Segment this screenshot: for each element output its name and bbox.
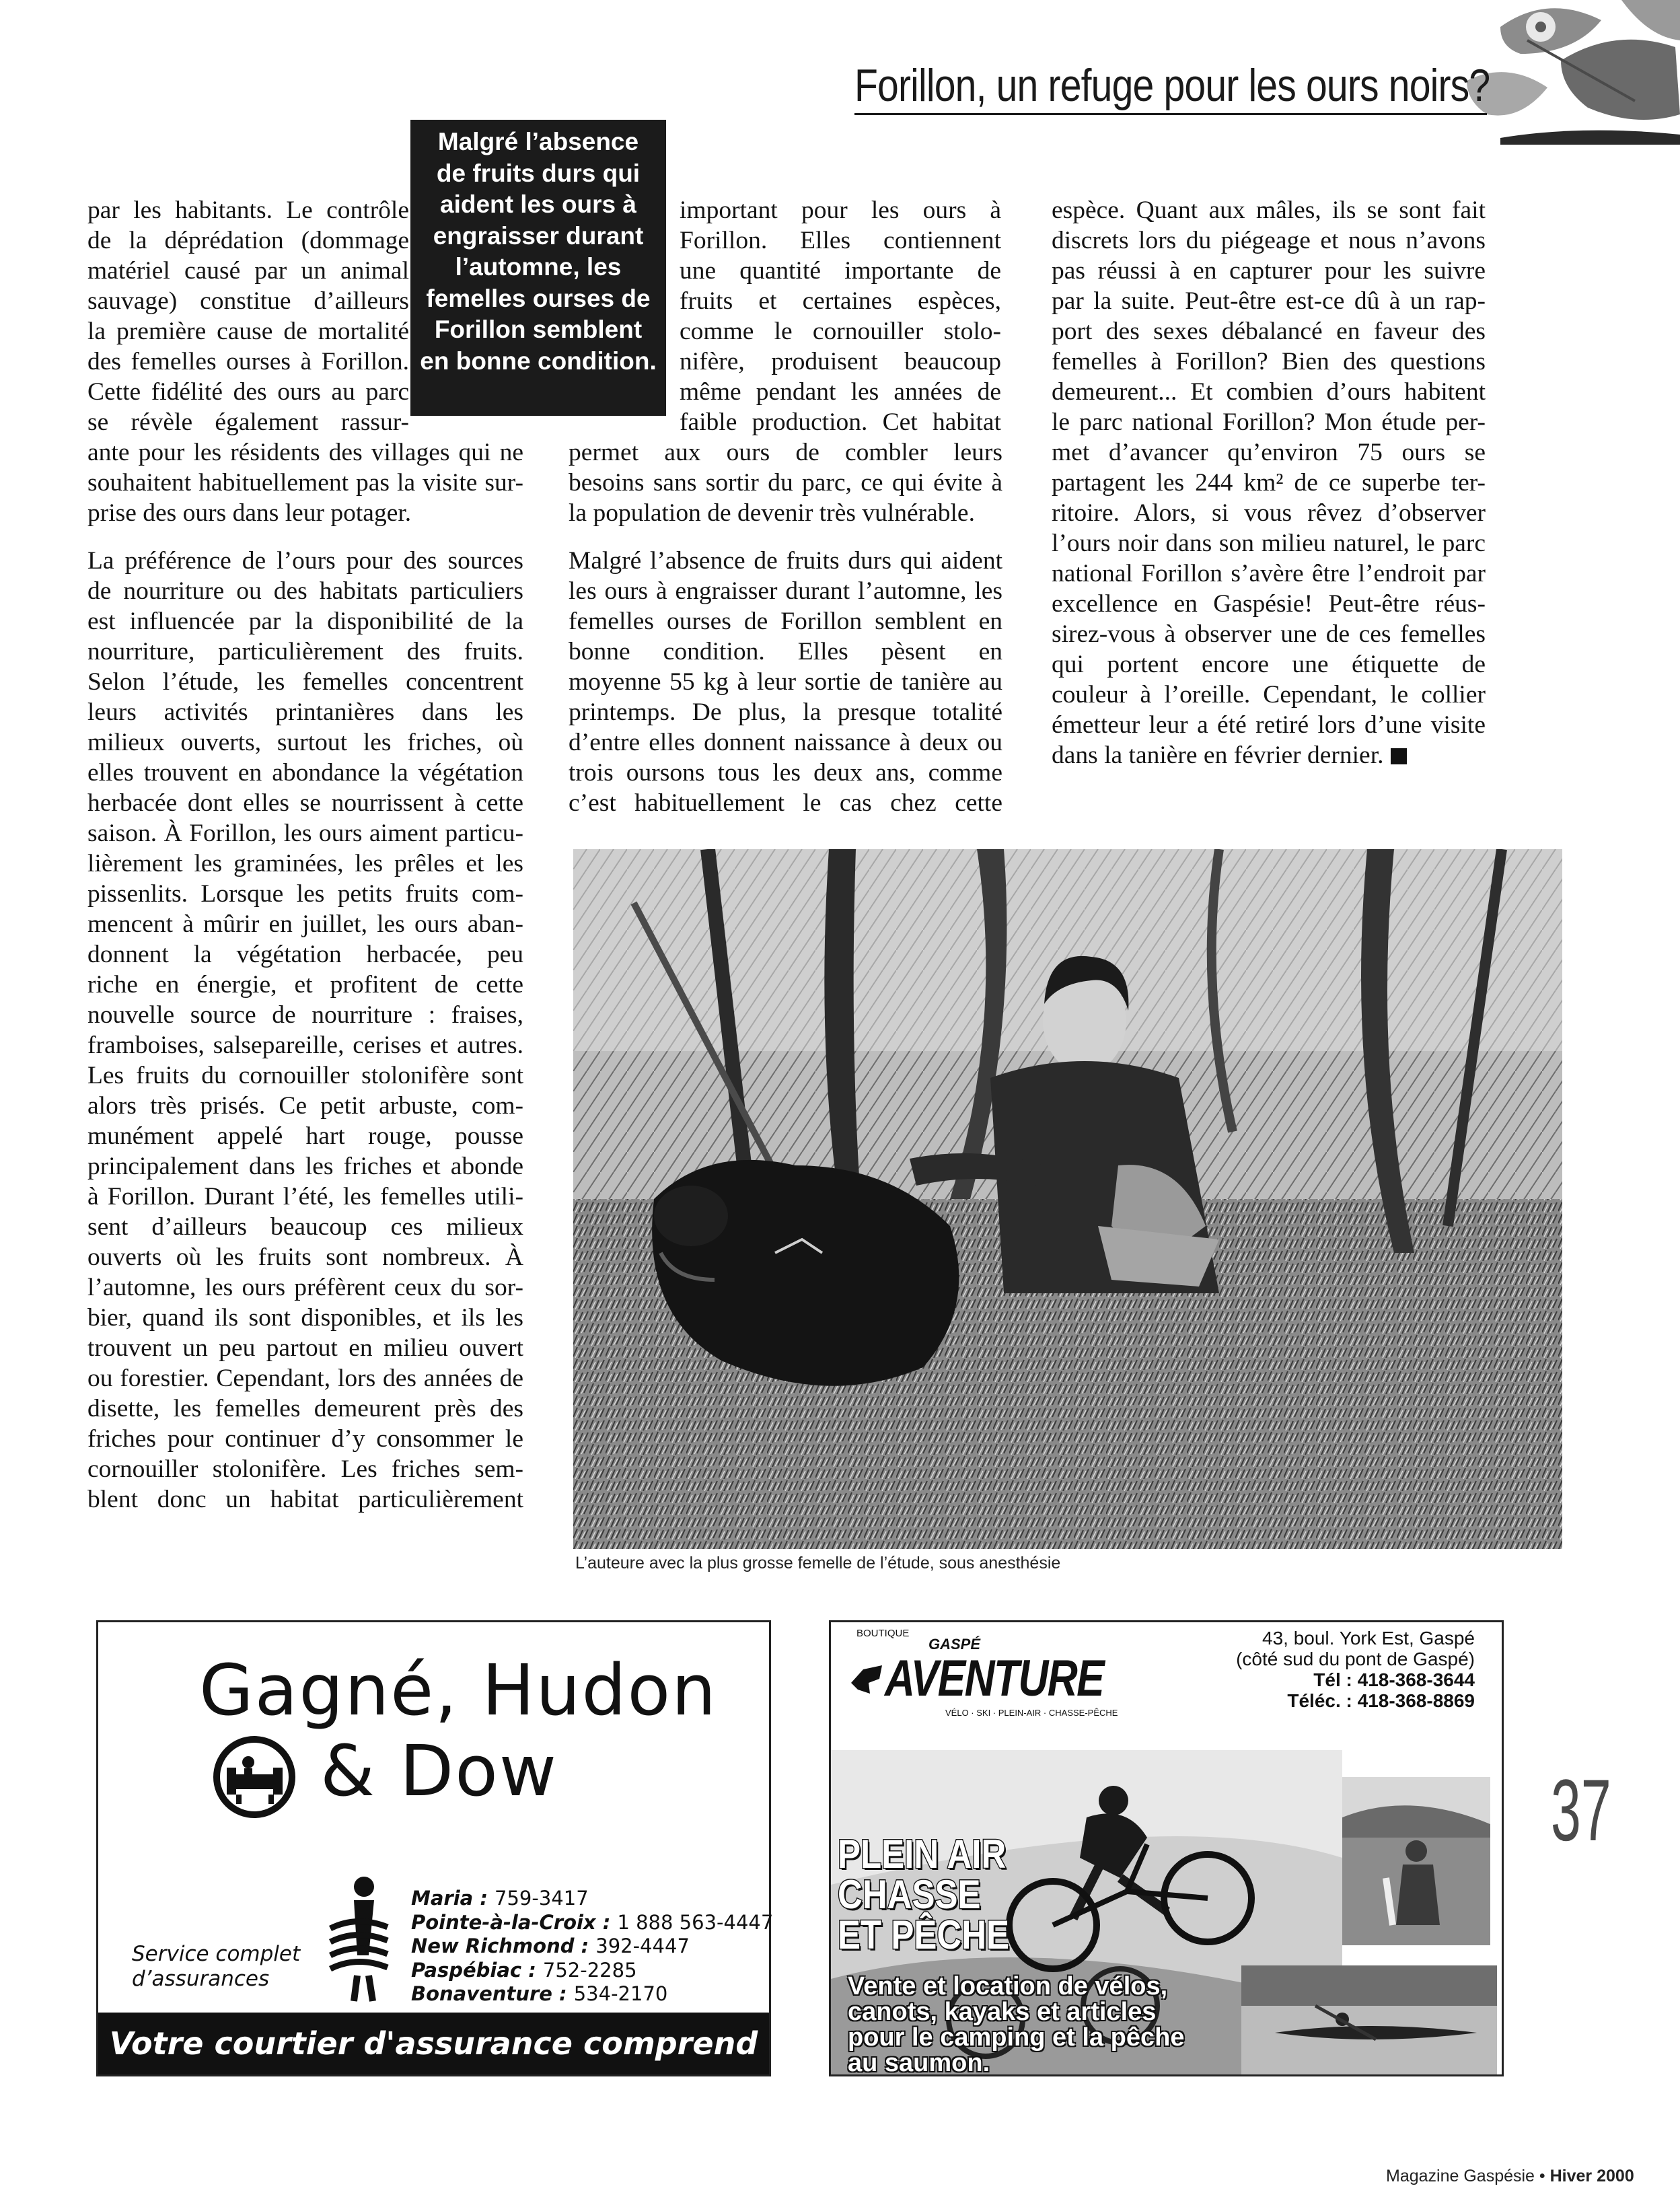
article-line: se révèle également rassur- <box>87 408 409 436</box>
article-line: l’ours noir dans son milieu naturel, le parc <box>1052 530 1486 557</box>
col1-paragraph-2 <box>87 546 523 1515</box>
article-line: Cette fidélité des ours au parc <box>87 378 409 406</box>
pull-quote-box <box>410 120 666 416</box>
store-address-note: (côté sud du pont de Gaspé) <box>1236 1649 1475 1669</box>
phone-number: 418-368-3644 <box>1357 1669 1475 1690</box>
ad-offer-line: au saumon. <box>848 2049 990 2076</box>
fax-label: Téléc. : <box>1287 1690 1352 1711</box>
ad-brand-line-1: Gagné, Hudon <box>199 1649 718 1731</box>
article-line: ouverts où les fruits sont nombreux. À <box>87 1243 523 1271</box>
store-fax <box>1236 1690 1475 1711</box>
article-line: Malgré l’absence de fruits durs qui aident <box>569 547 1002 575</box>
branch-phone-row <box>411 1911 773 1935</box>
ad-offer-line: canots, kayaks et articles <box>848 1998 1157 2026</box>
ad-headline-line: ET PÊCHE <box>838 1912 1010 1957</box>
insurance-banner: Votre courtier d'assurance comprend <box>98 2013 769 2074</box>
gaspe-aventure-ad <box>829 1620 1504 2076</box>
article-line: comme le cornouiller stolo- <box>680 318 1001 345</box>
brand-big: AVENTURE <box>885 1650 1104 1707</box>
article-line: friches pour continuer d’y consommer le <box>87 1425 523 1453</box>
sofa-logo-icon <box>209 1735 300 1819</box>
article-line: par les habitants. Le contrôle <box>87 196 409 224</box>
article-line: herbacée dont elles se nourrissent à cette <box>87 789 523 817</box>
article-line: fruits et certaines espèces, <box>680 287 1001 315</box>
header-rule <box>854 113 1487 115</box>
article-line: prise des ours dans leur potager. <box>87 499 412 527</box>
article-line: le parc national Forillon? Mon étude per- <box>1052 408 1486 436</box>
article-line: excellence en Gaspésie! Peut-être réus- <box>1052 590 1486 618</box>
article-line: ante pour les résidents des villages qui ne <box>87 439 523 466</box>
running-header-title: Forillon, un refuge pour les ours noirs? <box>854 60 1490 111</box>
article-line: couleur à l’oreille. Cependant, le collier <box>1052 681 1486 709</box>
branch-phone-row <box>411 1959 773 1983</box>
ad-offer-line: Vente et location de vélos, <box>848 1972 1168 2000</box>
branch-phone: 392-4447 <box>595 1934 690 1957</box>
article-line: par la suite. Peut-être est-ce dû à un rap- <box>1052 287 1486 315</box>
article-line: disette, les femelles demeurent près des <box>87 1395 523 1422</box>
pull-quote-line: l’automne, les <box>455 253 622 281</box>
article-line: ritoire. Alors, si vous rêvez d’observer <box>1052 499 1486 527</box>
article-line: blent donc un habitat particulièrement <box>87 1486 523 1513</box>
article-line: même pendant les années de <box>680 378 1001 406</box>
store-phone <box>1236 1669 1475 1690</box>
article-line: discrets lors du piégeage et nous n’avons <box>1052 227 1486 254</box>
article-line: de nourriture ou des habitats particuliers <box>87 577 523 605</box>
branch-name: New Richmond : <box>411 1934 596 1957</box>
article-line: port des sexes débalancé en faveur des <box>1052 318 1486 345</box>
article-line: bonne condition. Elles pèsent en <box>569 638 1002 665</box>
branch-name: Bonaventure : <box>411 1982 574 2005</box>
article-line: est influencée par la disponibilité de la <box>87 608 523 635</box>
article-line: Selon l’étude, les femelles concentrent <box>87 668 523 696</box>
article-line: les ours à engraisser durant l’automne, les <box>569 577 1002 605</box>
article-line: nourriture, particulièrement des fruits. <box>87 638 523 665</box>
service-line-2: d’assurances <box>132 1967 270 1991</box>
boutique-label: BOUTIQUE <box>856 1628 910 1639</box>
article-line: sauvage) constitue d’ailleurs <box>87 287 409 315</box>
article-line: nouvelle source de nourriture : fraises, <box>87 1001 523 1029</box>
article-line: l’automne, les ours préfèrent ceux du sor- <box>87 1274 523 1301</box>
page-number: 37 <box>1551 1761 1611 1859</box>
article-line: nifère, produisent beaucoup <box>680 348 1001 375</box>
col1-paragraph-1-continued <box>87 437 523 528</box>
article-line: principalement dans les friches et abonde <box>87 1153 523 1180</box>
article-line: une quantité importante de <box>680 257 1001 285</box>
article-line: permet aux ours de combler leurs <box>569 439 1002 466</box>
branch-name: Paspébiac : <box>411 1958 543 1982</box>
branch-phone: 534-2170 <box>573 1982 668 2005</box>
phone-label: Tél : <box>1313 1669 1352 1690</box>
article-line: framboises, salsepareille, cerises et autres. <box>87 1032 523 1059</box>
branch-phone-row <box>411 1982 773 2006</box>
article-line: trouvent un peu partout en milieu ouvert <box>87 1334 523 1362</box>
col2-paragraph-2 <box>569 546 1002 818</box>
article-column-2 <box>680 195 1001 437</box>
article-line: lièrement les graminées, les prêles et les <box>87 850 523 877</box>
page-footer <box>1386 2167 1634 2186</box>
article-line: Forillon. Elles contiennent <box>680 227 1001 254</box>
footer-issue: Hiver 2000 <box>1549 2167 1634 2185</box>
article-line: pissenlits. Lorsque les petits fruits com- <box>87 880 523 908</box>
article-line: leurs activités printanières dans les <box>87 698 523 726</box>
article-line: sirez-vous à observer une de ces femelles <box>1052 620 1486 648</box>
insurance-ad <box>96 1620 774 2076</box>
article-line: mencent à mûrir en juillet, les ours aban- <box>87 910 523 938</box>
article-line: trois oursons tous les deux ans, comme <box>569 759 1002 787</box>
article-line: matériel causé par un animal <box>87 257 409 285</box>
article-column-1-lower <box>87 437 523 1527</box>
fax-number: 418-368-8869 <box>1357 1690 1475 1711</box>
article-line: munément appelé hart rouge, pousse <box>87 1122 523 1150</box>
pull-quote-line: Forillon semblent <box>434 316 643 343</box>
person-wrap-icon <box>327 1875 391 2002</box>
article-line: important pour les ours à <box>680 196 1001 224</box>
article-line: dans la tanière en février dernier. <box>1052 740 1486 770</box>
article-line: national Forillon s’avère être l’endroit par <box>1052 560 1486 587</box>
store-contact <box>1236 1628 1475 1711</box>
article-line: met d’avancer qu’environ 75 ours se <box>1052 439 1486 466</box>
branch-phone: 1 888 563-4447 <box>617 1910 774 1934</box>
article-line: pas réussi à en capturer pour les suivre <box>1052 257 1486 285</box>
article-line: printemps. De plus, la presque totalité <box>569 698 1002 726</box>
article-line: bier, quand ils sont disponibles, et ils les <box>87 1304 523 1332</box>
article-line: la population de devenir très vulnérable. <box>569 499 975 527</box>
branch-phone-row <box>411 1934 773 1959</box>
ad-offer <box>848 1974 1184 2076</box>
brand-small: GASPÉ <box>928 1636 981 1653</box>
pull-quote-line: Malgré l’absence <box>437 128 639 155</box>
article-line: riche en énergie, et profitent de cette <box>87 971 523 999</box>
ad-headline-line: CHASSE <box>838 1872 981 1917</box>
article-line: qui portent encore une étiquette de <box>1052 651 1486 678</box>
decorative-leaves-image <box>1460 0 1680 145</box>
article-line: c’est habituellement le cas chez cette <box>569 789 1002 817</box>
article-column-2-lower <box>569 437 1002 830</box>
article-line: saison. À Forillon, les ours aiment particu- <box>87 820 523 847</box>
service-line-1: Service complet <box>132 1942 301 1966</box>
pull-quote-line: de fruits durs qui <box>436 159 641 187</box>
article-line: souhaitent habituellement pas la visite sur- <box>87 469 523 497</box>
article-line: Les fruits du cornouiller stolonifère sont <box>87 1062 523 1089</box>
article-line: donnent la végétation herbacée, peu <box>87 941 523 968</box>
article-line: émetteur leur a été retiré lors d’une visite <box>1052 711 1486 739</box>
gaspe-map-logo-icon <box>850 1663 883 1696</box>
article-line: espèce. Quant aux mâles, ils se sont fait <box>1052 196 1486 224</box>
end-of-article-mark <box>1391 748 1407 764</box>
article-line: moyenne 55 kg à leur sortie de tanière au <box>569 668 1002 696</box>
article-line: demeurent... Et combien d’ours habitent <box>1052 378 1486 406</box>
article-line: de la déprédation (dommage <box>87 227 409 254</box>
article-line: partagent les 244 km² de ce superbe ter- <box>1052 469 1486 497</box>
pull-quote-line: engraisser durant <box>433 221 644 250</box>
article-line: alors très prisés. Ce petit arbuste, com- <box>87 1092 523 1120</box>
branch-name: Pointe-à-la-Croix : <box>411 1910 618 1934</box>
article-line: des femelles ourses à Forillon. <box>87 348 409 375</box>
article-line: la première cause de mortalité <box>87 318 409 345</box>
pull-quote-line: aident les ours à <box>440 190 636 218</box>
branch-phone-list <box>411 1887 773 2006</box>
article-line: ou forestier. Cependant, lors des années de <box>87 1365 523 1392</box>
branch-phone: 752-2285 <box>542 1958 637 1982</box>
article-line: cornouiller stolonifère. Les friches sem- <box>87 1455 523 1483</box>
article-line: femelles à Forillon? Bien des questions <box>1052 348 1486 375</box>
col2-paragraph-1-continued <box>569 437 1002 528</box>
article-line: La préférence de l’ours pour des sources <box>87 547 523 575</box>
pull-quote-line: femelles ourses de <box>426 284 651 312</box>
article-column-1 <box>87 195 409 449</box>
article-line: besoins sans sortir du parc, ce qui évite à <box>569 469 1002 497</box>
branch-name: Maria : <box>411 1887 495 1910</box>
brand-tagline: VÉLO · SKI · PLEIN-AIR · CHASSE-PÊCHE <box>945 1708 1118 1718</box>
branch-phone: 759-3417 <box>495 1887 589 1910</box>
photo-caption: L’auteure avec la plus grosse femelle de l’étude, sous anesthésie <box>575 1554 1061 1572</box>
article-line: elles trouvent en abondance la végétation <box>87 759 523 787</box>
store-address: 43, boul. York Est, Gaspé <box>1262 1628 1475 1649</box>
article-line: d’entre elles donnent naissance à deux ou <box>569 729 1002 756</box>
col1-paragraph-1 <box>87 195 409 437</box>
author-with-bear-photo <box>573 849 1562 1549</box>
ad-offer-line: pour le camping et la pêche <box>848 2023 1185 2052</box>
article-line: sent d’ailleurs beaucoup ces milieux <box>87 1213 523 1241</box>
footer-magazine: Magazine Gaspésie • <box>1386 2167 1545 2185</box>
ad-brand-line-2: & Dow <box>320 1730 558 1812</box>
ad-headline <box>838 1834 1009 1955</box>
service-tagline <box>132 1942 300 1992</box>
article-line: faible production. Cet habitat <box>680 408 1001 436</box>
ad-headline-line: PLEIN AIR <box>838 1832 1007 1877</box>
article-column-3 <box>1052 195 1486 770</box>
article-line: milieux ouverts, surtout les friches, où <box>87 729 523 756</box>
branch-phone-row <box>411 1887 773 1911</box>
article-line: à Forillon. Durant l’été, les femelles utili- <box>87 1183 523 1210</box>
pull-quote-line: en bonne condition. <box>420 347 657 375</box>
article-line: femelles ourses de Forillon semblent en <box>569 608 1002 635</box>
